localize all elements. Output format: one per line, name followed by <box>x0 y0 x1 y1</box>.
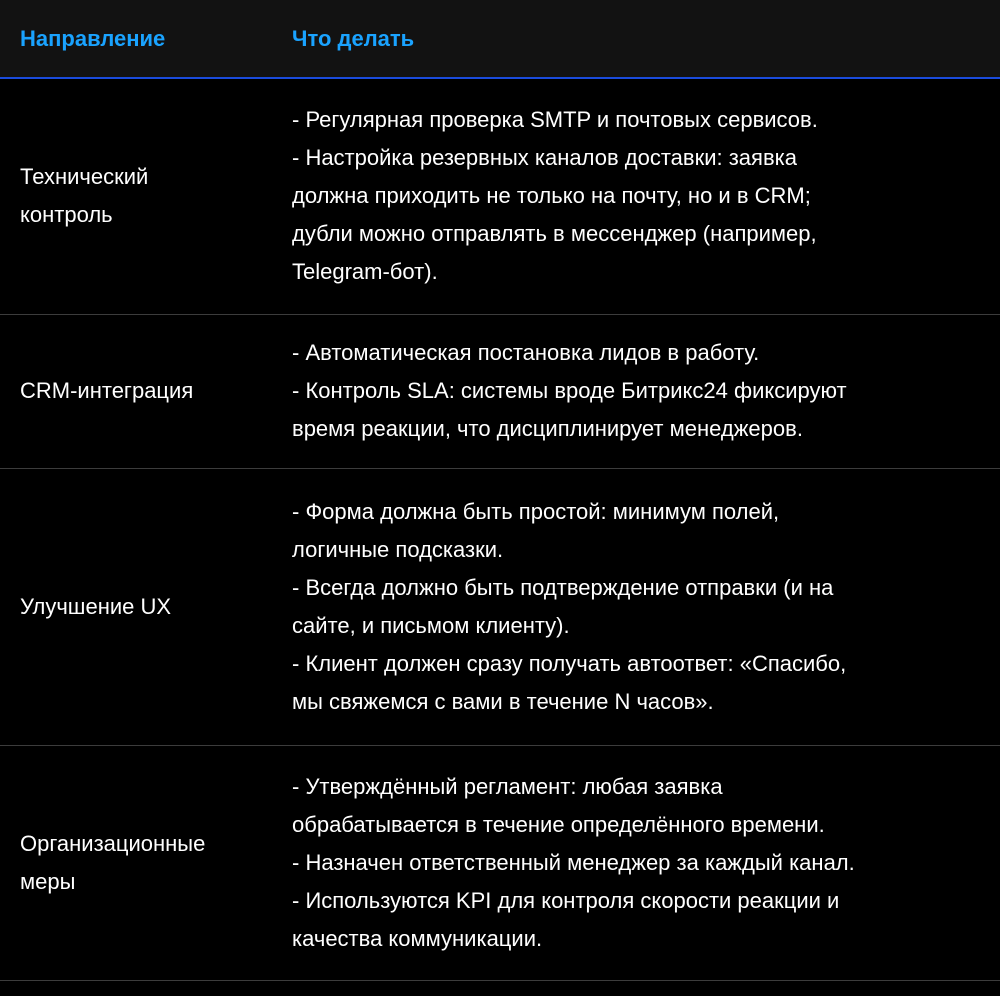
actions-cell <box>272 78 1000 314</box>
action-line: - Клиент должен сразу получать автоответ: «Спасибо, <box>292 650 847 676</box>
action-line: Telegram-бот). <box>292 259 438 285</box>
action-line: - Используются KPI для контроля скорости реакции и <box>292 887 840 913</box>
action-line: - Всегда должно быть подтверждение отправки (и на <box>292 574 834 600</box>
action-line: - Форма должна быть простой: минимум полей, <box>292 498 780 524</box>
direction-line: CRM-интеграция <box>20 378 194 403</box>
direction-cell <box>0 468 272 745</box>
table-row <box>0 78 1000 314</box>
direction-line: контроль <box>20 202 113 228</box>
direction-cell <box>0 745 272 980</box>
action-line: мы свяжемся с вами в течение N часов». <box>292 688 714 714</box>
direction-line: Улучшение UX <box>20 593 172 619</box>
header-what-to-do: Что делать <box>272 0 1000 78</box>
action-line: обрабатывается в течение определённого времени. <box>292 811 825 837</box>
actions-cell <box>272 745 1000 980</box>
table-row <box>0 745 1000 980</box>
action-line: - Автоматическая постановка лидов в работу. <box>292 340 760 365</box>
actions-cell <box>272 314 1000 468</box>
direction-line: меры <box>20 868 76 894</box>
action-line: дубли можно отправлять в мессенджер (например, <box>292 221 817 247</box>
action-line: логичные подсказки. <box>292 536 504 562</box>
action-line: время реакции, что дисциплинирует менеджеров. <box>292 416 803 441</box>
direction-line: Технический <box>20 164 149 190</box>
table-row <box>0 468 1000 745</box>
direction-cell <box>0 78 272 314</box>
header-direction: Направление <box>0 0 272 78</box>
action-line: сайте, и письмом клиенту). <box>292 612 570 638</box>
action-line: должна приходить не только на почту, но и в CRM; <box>292 183 811 209</box>
table-row <box>0 314 1000 468</box>
direction-cell <box>0 314 272 468</box>
actions-cell <box>272 468 1000 745</box>
action-line: - Утверждённый регламент: любая заявка <box>292 773 723 799</box>
direction-line: Организационные <box>20 830 206 856</box>
action-line: - Назначен ответственный менеджер за каждый канал. <box>292 849 855 875</box>
action-line: качества коммуникации. <box>292 925 543 951</box>
action-line: - Контроль SLA: системы вроде Битрикс24 фиксируют <box>292 378 847 403</box>
table-header-row <box>0 0 1000 78</box>
action-line: - Настройка резервных каналов доставки: заявка <box>292 145 797 171</box>
action-line: - Регулярная проверка SMTP и почтовых сервисов. <box>292 107 818 133</box>
